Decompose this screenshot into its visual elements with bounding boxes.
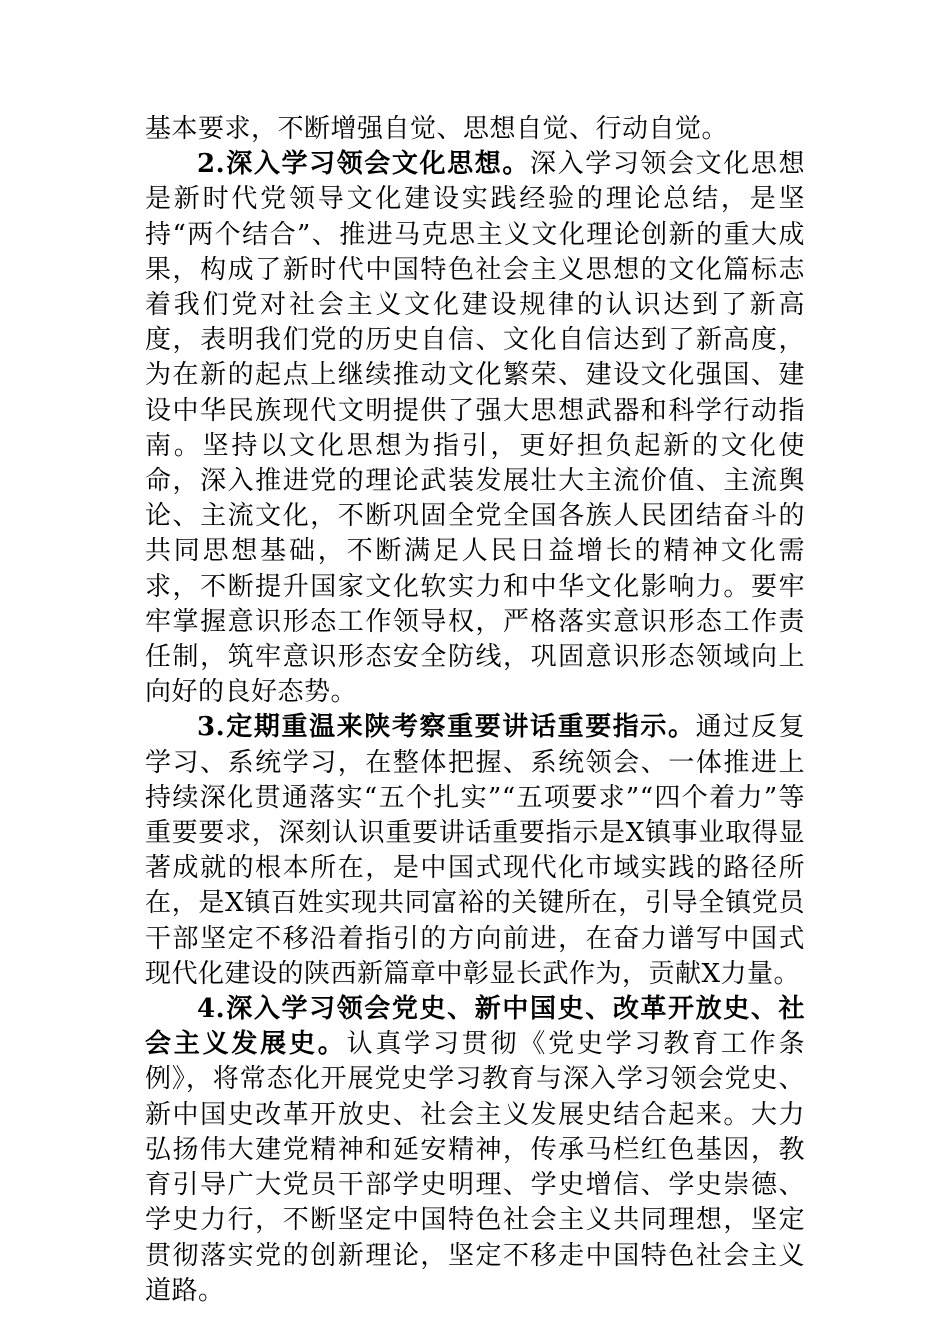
paragraph-continuation	[145, 112, 805, 147]
paragraph-shaanxi-speech	[145, 710, 805, 992]
document-page	[145, 112, 805, 1309]
paragraph-text: 认真学习贯彻《党史学习教育工作条例》，将常态化开展党史学习教育与深入学习领会党史、新中国史改革开放史、社会主义发展史结合起来。大力弘扬伟大建党精神和延安精神，传承马栏红色基因，教育引导广大党员干部学史明理、学史增信、学史崇德、学史力行，不断坚定中国特色社会主义共同理想，坚定贯彻落实党的创新理论，坚定不移走中国特色社会主义道路。	[145, 1029, 805, 1306]
paragraph-heading: 3.定期重温来陕考察重要讲话重要指示。	[197, 712, 696, 743]
paragraph-text: 通过反复学习、系统学习，在整体把握、系统领会、一体推进上持续深化贯通落实“五个扎实”“五项要求”“四个着力”等重要要求，深刻认识重要讲话重要指示是X镇事业取得显著成就的根本所在，是中国式现代化市域实践的路径所在，是X镇百姓实现共同富裕的关键所在，引导全镇党员干部坚定不移沿着指引的方向前进，在奋力谱写中国式现代化建设的陕西新篇章中彰显长武作为，贡献X力量。	[145, 712, 805, 989]
paragraph-heading: 4.深入学习领会党史、新中国史、改革开放史、社会主义发展史。	[145, 994, 805, 1060]
paragraph-text: 基本要求，不断增强自觉、思想自觉、行动自觉。	[145, 114, 729, 144]
paragraph-culture-thought	[145, 147, 805, 710]
paragraph-text: 深入学习领会文化思想是新时代党领导文化建设实践经验的理论总结，是坚持“两个结合”、推进马克思主义文化理论创新的重大成果，构成了新时代中国特色社会主义思想的文化篇标志着我们党对社会主义文化建设规律的认识达到了新高度，表明我们党的历史自信、文化自信达到了新高度，为在新的起点上继续推动文化繁荣、建设文化强国、建设中华民族现代文明提供了强大思想武器和科学行动指南。坚持以文化思想为指引，更好担负起新的文化使命，深入推进党的理论武装发展壮大主流价值、主流舆论、主流文化，不断巩固全党全国各族人民团结奋斗的共同思想基础，不断满足人民日益增长的精神文化需求，不断提升国家文化软实力和中华文化影响力。要牢牢掌握意识形态工作领导权，严格落实意识形态工作责任制，筑牢意识形态安全防线，巩固意识形态领域向上向好的良好态势。	[145, 149, 805, 708]
paragraph-history-study	[145, 992, 805, 1309]
paragraph-heading: 2.深入学习领会文化思想。	[197, 149, 530, 180]
